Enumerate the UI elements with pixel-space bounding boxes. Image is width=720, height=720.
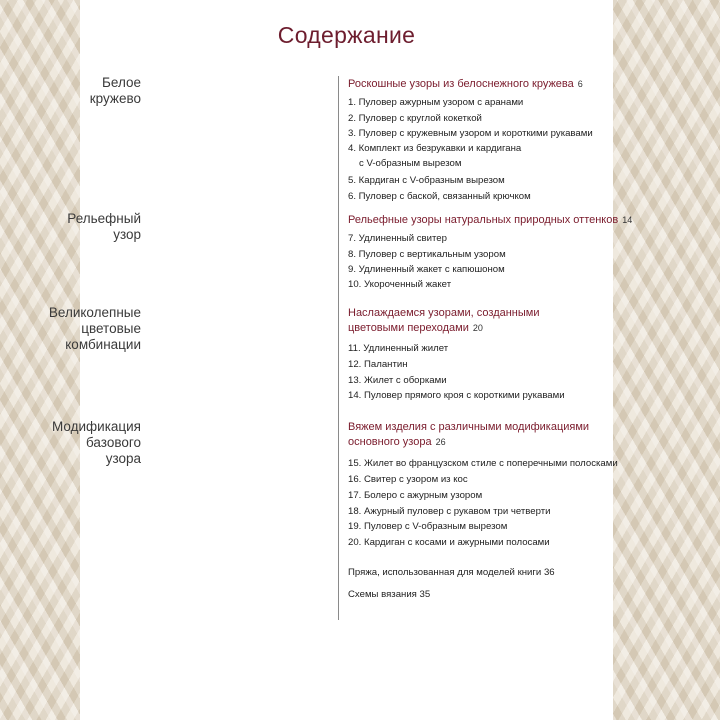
- section-heading-line: Наслаждаемся узорами, созданными: [348, 307, 540, 319]
- section-label-line: Белое кружево: [89, 75, 141, 106]
- contents-page: [48, 0, 633, 720]
- list-item[interactable]: 8. Пуловер с вертикальным узором: [348, 249, 506, 260]
- section-heading-line: Рельефные узоры натуральных природных оттенков: [348, 214, 619, 226]
- list-item[interactable]: 13. Жилет с оборками: [348, 375, 447, 386]
- section-heading-line: Вяжем изделия с различными модификациями: [348, 421, 590, 433]
- list-item[interactable]: 6. Пуловер с баской, связанный крючком: [348, 191, 531, 202]
- section-heading-line: цветовыми переходами: [348, 322, 469, 334]
- list-item[interactable]: 16. Свитер с узором из кос: [348, 474, 468, 485]
- list-item[interactable]: 5. Кардиган с V-образным вырезом: [348, 175, 505, 186]
- section-heading-line: основного узора: [348, 436, 432, 448]
- section-label-color-combos: [49, 305, 141, 353]
- section-label-modification: [52, 419, 141, 467]
- page-number: 6: [577, 79, 583, 89]
- yarn-entry[interactable]: Пряжа, использованная для моделей книги 36: [348, 567, 555, 578]
- section-heading[interactable]: [348, 420, 608, 450]
- list-item[interactable]: 18. Ажурный пуловер с рукавом три четверти: [348, 506, 551, 517]
- section-label-line: базового узора: [86, 435, 141, 466]
- section-heading[interactable]: [348, 306, 608, 336]
- page-number: 26: [435, 437, 446, 447]
- section-label-line: Великолепные: [48, 305, 141, 320]
- list-item[interactable]: 14. Пуловер прямого кроя с короткими рукавами: [348, 390, 565, 401]
- section-label-white-lace: [80, 75, 141, 107]
- section-heading[interactable]: [348, 213, 648, 228]
- list-item[interactable]: 2. Пуловер с круглой кокеткой: [348, 113, 482, 124]
- list-item[interactable]: 9. Удлиненный жакет с капюшоном: [348, 264, 505, 275]
- section-heading[interactable]: [348, 77, 608, 92]
- list-item[interactable]: 12. Палантин: [348, 359, 408, 370]
- page-number: 14: [622, 215, 633, 225]
- section-heading-line: Роскошные узоры из белоснежного кружева: [348, 78, 574, 90]
- list-item[interactable]: 10. Укороченный жакет: [348, 279, 452, 290]
- section-label-line: Рельефный узор: [67, 211, 141, 242]
- list-item[interactable]: 4. Комплект из безрукавки и кардигана: [348, 143, 522, 154]
- list-item[interactable]: 19. Пуловер с V-образным вырезом: [348, 521, 508, 532]
- page-title: Содержание: [277, 22, 416, 48]
- section-label-line: Модификация: [52, 419, 141, 434]
- section-label-relief: [67, 211, 141, 243]
- list-item[interactable]: 20. Кардиган с косами и ажурными полосами: [348, 537, 550, 548]
- list-item[interactable]: 11. Удлиненный жилет: [348, 343, 449, 354]
- list-item[interactable]: 17. Болеро с ажурным узором: [348, 490, 483, 501]
- list-item[interactable]: 1. Пуловер ажурным узором с аранами: [348, 97, 524, 108]
- knitting-charts-entry[interactable]: Схемы вязания 35: [348, 589, 431, 600]
- list-item[interactable]: 7. Удлиненный свитер: [348, 233, 447, 244]
- list-item[interactable]: 3. Пуловер с кружевным узором и короткими рукавами: [348, 128, 593, 139]
- section-label-line: комбинации: [65, 337, 141, 352]
- page-number: 20: [472, 323, 483, 333]
- column-divider: [338, 76, 339, 620]
- list-item-continuation[interactable]: с V-образным вырезом: [359, 158, 462, 169]
- list-item[interactable]: 15. Жилет во французском стиле с поперечными полосками: [348, 458, 618, 469]
- section-label-line: цветовые: [81, 321, 141, 336]
